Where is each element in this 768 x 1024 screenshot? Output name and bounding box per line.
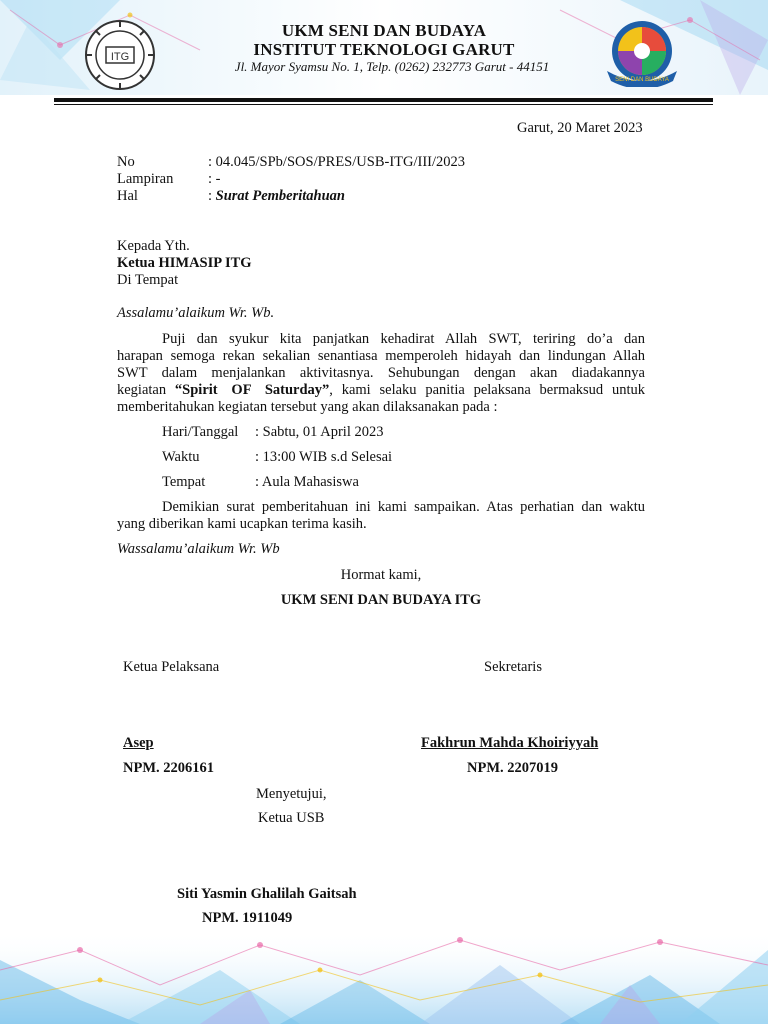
detail-value: : Sabtu, 01 April 2023 (255, 424, 384, 440)
header-org-name: UKM SENI DAN BUDAYA (281, 21, 487, 40)
meta-hal-value: : Surat Pemberitahuan (208, 188, 345, 204)
detail-value: : Aula Mahasiswa (255, 474, 359, 490)
header-address: Jl. Mayor Syamsu No. 1, Telp. (0262) 232773 Garut - 44151 (234, 59, 550, 74)
detail-label: Waktu (162, 449, 200, 465)
meta-hal-label: Hal (117, 188, 138, 204)
header-institution-name: INSTITUT TEKNOLOGI GARUT (253, 40, 515, 59)
left-signer-npm: NPM. 2206161 (123, 760, 215, 776)
footer-decoration (0, 930, 768, 1024)
detail-label: Hari/Tanggal (162, 424, 239, 440)
signoff-hormat: Hormat kami, (340, 567, 422, 583)
right-signer-role: Sekretaris (484, 659, 542, 675)
header-divider-thin (54, 104, 713, 105)
recipient-place: Di Tempat (117, 272, 179, 288)
detail-value: : 13:00 WIB s.d Selesai (255, 449, 393, 465)
body-paragraph-2 (117, 499, 645, 533)
p2-line: yang diberikan kami ucapkan terima kasih. (117, 516, 367, 532)
approval-role: Ketua USB (258, 810, 325, 826)
p1-line: Puji dan syukur kita panjatkan kehadirat Allah SWT, teriring do’a dan (162, 331, 645, 347)
meta-no-label: No (117, 154, 135, 170)
recipient-line1: Kepada Yth. (117, 238, 190, 254)
closing-greeting: Wassalamu’alaikum Wr. Wb (117, 541, 280, 557)
recipient-name: Ketua HIMASIP ITG (117, 255, 252, 271)
left-signer-name: Asep (123, 735, 154, 751)
detail-label: Tempat (162, 474, 206, 490)
svg-text:ITG: ITG (110, 51, 130, 63)
letter-date: Garut, 20 Maret 2023 (517, 120, 643, 136)
approver-name: Siti Yasmin Ghalilah Gaitsah (177, 886, 357, 902)
p1-line-event: kegiatan “Spirit OF Saturday”, kami selaku panitia pelaksana bermaksud untuk (117, 382, 645, 398)
right-signer-name: Fakhrun Mahda Khoiriyyah (421, 735, 599, 751)
svg-text:SENI DAN BUDAYA: SENI DAN BUDAYA (615, 77, 669, 83)
left-signer-role: Ketua Pelaksana (123, 659, 220, 675)
approver-npm: NPM. 1911049 (202, 910, 293, 926)
right-signer-npm: NPM. 2207019 (467, 760, 559, 776)
p1-line: memberitahukan kegiatan tersebut yang akan dilaksanakan pada : (117, 399, 498, 415)
p1-line: harapan semoga rekan sekalian senantiasa memperoleh hidayah dan lindungan Allah (117, 348, 645, 364)
approval-label: Menyetujui, (256, 786, 327, 802)
header-divider (54, 98, 713, 102)
event-name: “Spirit OF Saturday” (174, 382, 330, 398)
body-paragraph-1 (117, 331, 645, 416)
meta-lampiran-label: Lampiran (117, 171, 174, 187)
p1-line: SWT dalam menjalankan aktivitasnya. Sehubungan dengan akan diadakannya (117, 365, 645, 381)
p2-line: Demikian surat pemberitahuan ini kami sampaikan. Atas perhatian dan waktu (162, 499, 645, 515)
meta-lampiran-value: : - (208, 171, 221, 187)
greeting: Assalamu’alaikum Wr. Wb. (117, 305, 275, 321)
signoff-org: UKM SENI DAN BUDAYA ITG (280, 592, 482, 608)
meta-no-value: : 04.045/SPb/SOS/PRES/USB-ITG/III/2023 (208, 154, 466, 170)
